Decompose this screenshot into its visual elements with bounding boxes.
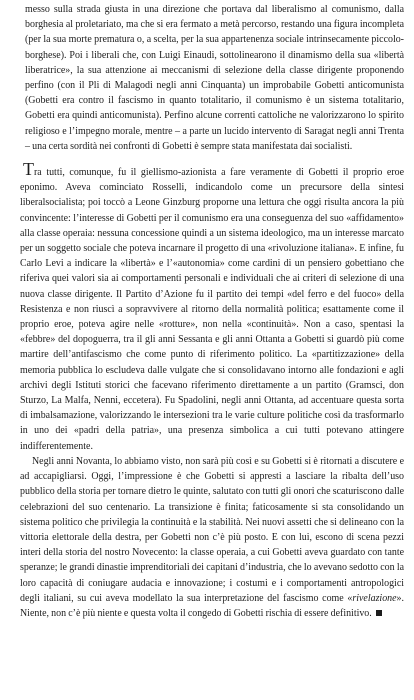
paragraph-3-text: Negli anni Novanta, lo abbiamo visto, non sarà più così e su Gobetti si è ritornati a discutere e ad accapigliarsi. Oggi, l’impressione è che Gobetti si appresti a lasciare la ribalta dell’uso pubblico della storia per tornare dietro le quinte, salutato con tutti gli onori che scaturiscono dalle celebrazioni del suo centenario. La transizione è finita; faticosamente si sta consolidando un sistema politico che privilegia la continuità e la stabilità. Nei nuovi assetti che si delineano con la vittoria elettorale della destra, per Gobetti non c’è più posto. E con lui, escono di scena pezzi interi della storia del nostro Novecento: la classe operaia, a cui Gobetti aveva guardato con tante speranze; le grandi dinastie imprenditoriali dei capitani d’industria, che lo avevano sedotto con la loro capacità di coniugare audacia e innovazione; i costumi e i comportamenti antropologici degli italiani, su cui aveva modellato la sua interpretazione del fascismo come «	[20, 455, 404, 604]
paragraph-2	[20, 159, 404, 454]
paragraph-2-text: ra tutti, comunque, fu il giellismo-azionista a fare veramente di Gobetti il proprio eroe eponimo. Aveva cominciato Rosselli, indicandolo come un precursore della sintesi liberalsocialista; poi toccò a Leone Ginzburg proporne una lettura che oggi risulta ancora la più convincente: l’interesse di Gobetti per il comunismo era una conseguenza del suo «affidamento» alla classe operaia: nessuna concessione quindi a un sistema ideologico, ma un interesse marcato per un soggetto sociale che poteva incarnare il progetto di una «rivoluzione italiana». E infine, fu Carlo Levi a indicare la «libertà» e l’«autonomia» come cardini di un pensiero gobettiano che riferiva quei valori sia ai comportamenti personali e individuali che ai criteri di selezione di una nuova classe dirigente. Il Partito d’Azione fu il partito dei tempi «del ferro e del fuoco» della Resistenza e non riuscì a sopravvivere al ritorno della normalità politica; esattamente come il proprio eroe, poteva agire nelle «rotture», non nella «continuità». Non a caso, spentasi la «febbre» del dopoguerra, tra il gli anni Sessanta e gli anni Ottanta a Gobetti si guardò più come martire dell’antifascismo che come punto di riferimento politico. La «partitizzazione» della memoria pubblica lo escludeva dalle vulgate che si consolidavano intorno alle fondazioni e agli archivi degli Istituti storici che facevano riferimento direttamente a un partito (Gramsci, don Sturzo, La Malfa, Nenni, eccetera). Fu Spadolini, negli anni Ottanta, ad accentuare questa sorta di imbalsamazione, valorizzando le intersezioni tra le varie culture politiche così da trasformarlo in uno dei «padri della patria», una presenza simbolica a cui tutti potevano attingere indifferentemente.	[20, 167, 404, 452]
italic-term: rivelazione	[352, 592, 397, 604]
paragraph-3-text-end: ». Niente, non c’è più niente e questa volta il congedo di Gobetti rischia di essere definitivo.	[20, 592, 404, 619]
paragraph-3	[20, 454, 404, 621]
end-mark-icon	[376, 610, 382, 616]
paragraph-1-text: messo sulla strada giusta in una direzione che portava dal liberalismo al comunismo, dalla borghesia al proletariato, ma che si era fermato a metà percorso, restando una figura incompleta (per la sua morte prematura o, a scelta, per la sua appartenenza sociale intrinsecamente piccolo-borghese). Poi i liberali che, con Luigi Einaudi, sottolinearono il dinamismo della sua «libertà liberatrice», la sua attenzione ai meccanismi di selezione della classe dirigente proponendo perfino (con il Pli di Malagodi negli anni Cinquanta) un improbabile Gobetti anticomunista (Gobetti era contro il fascismo in quanto totalitario, il comunismo è un sistema totalitario, Gobetti era quindi anticomunista). Perfino alcune correnti cattoliche ne valorizzarono lo spirito religioso e l’impegno morale, mentre – a parte un lucido intervento di Saragat negli anni Trenta – una certa sordità nei confronti di Gobetti è sempre stata manifestata dai socialisti.	[25, 4, 404, 152]
drop-cap: T	[23, 159, 34, 180]
paragraph-1	[20, 2, 404, 154]
